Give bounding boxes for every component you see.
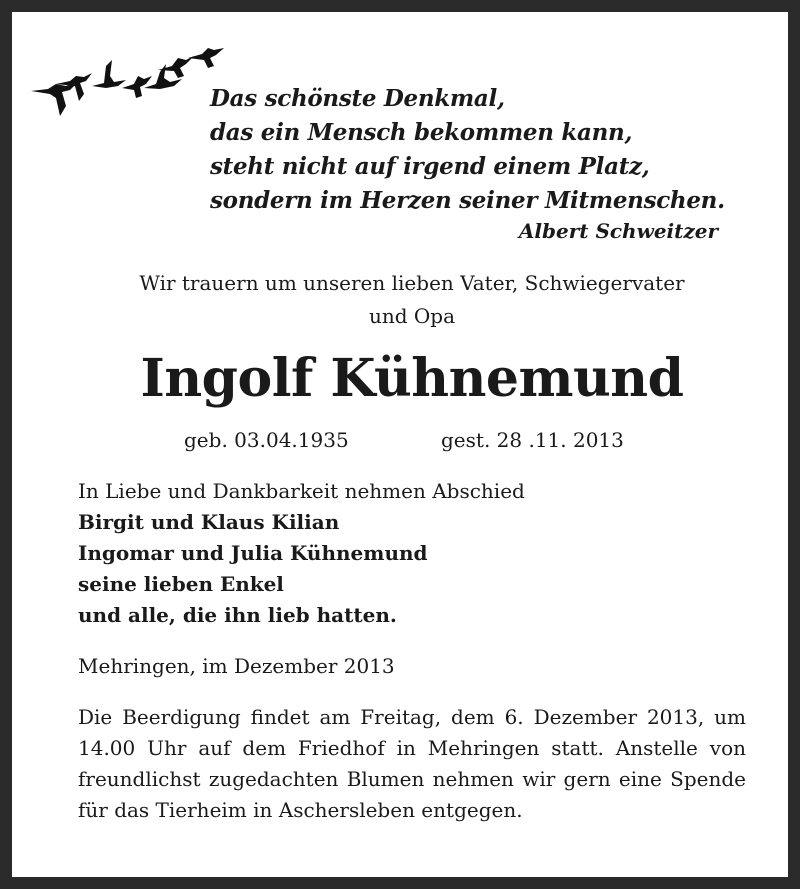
mourner-name: seine lieben Enkel bbox=[78, 572, 284, 596]
quote-line: das ein Mensch bekommen kann, bbox=[210, 119, 633, 146]
quote-author: Albert Schweitzer bbox=[518, 219, 718, 243]
mourner-name: Ingomar und Julia Kühnemund bbox=[78, 541, 428, 565]
death-date: gest. 28 .11. 2013 bbox=[441, 428, 624, 452]
quote-line: Das schönste Denkmal, bbox=[210, 85, 505, 112]
deceased-name: Ingolf Kühnemund bbox=[140, 348, 684, 409]
place-date: Mehringen, im Dezember 2013 bbox=[78, 654, 395, 678]
funeral-details: Die Beerdigung findet am Freitag, dem 6. Dezember 2013, um 14.00 Uhr auf dem Friedhof in Mehringen statt. Anstelle von freundlichst zugedachten Blumen nehmen wir gern eine Spende für das Tierheim in Aschersleben entgegen. bbox=[78, 705, 746, 822]
quote-block bbox=[210, 82, 745, 218]
mourner-name: und alle, die ihn lieb hatten. bbox=[78, 603, 397, 627]
mourners-intro: In Liebe und Dankbarkeit nehmen Abschied bbox=[78, 479, 525, 503]
quote-line: steht nicht auf irgend einem Platz, bbox=[210, 153, 650, 180]
mourning-intro-line: Wir trauern um unseren lieben Vater, Schwiegervater bbox=[139, 271, 685, 295]
mourners-block bbox=[78, 476, 758, 631]
birth-date: geb. 03.04.1935 bbox=[184, 428, 349, 452]
flying-birds-icon bbox=[26, 46, 236, 126]
mourning-intro-line: und Opa bbox=[368, 304, 456, 328]
mourning-intro bbox=[52, 267, 772, 333]
mourner-name: Birgit und Klaus Kilian bbox=[78, 510, 340, 534]
quote-line: sondern im Herzen seiner Mitmenschen. bbox=[210, 187, 725, 214]
